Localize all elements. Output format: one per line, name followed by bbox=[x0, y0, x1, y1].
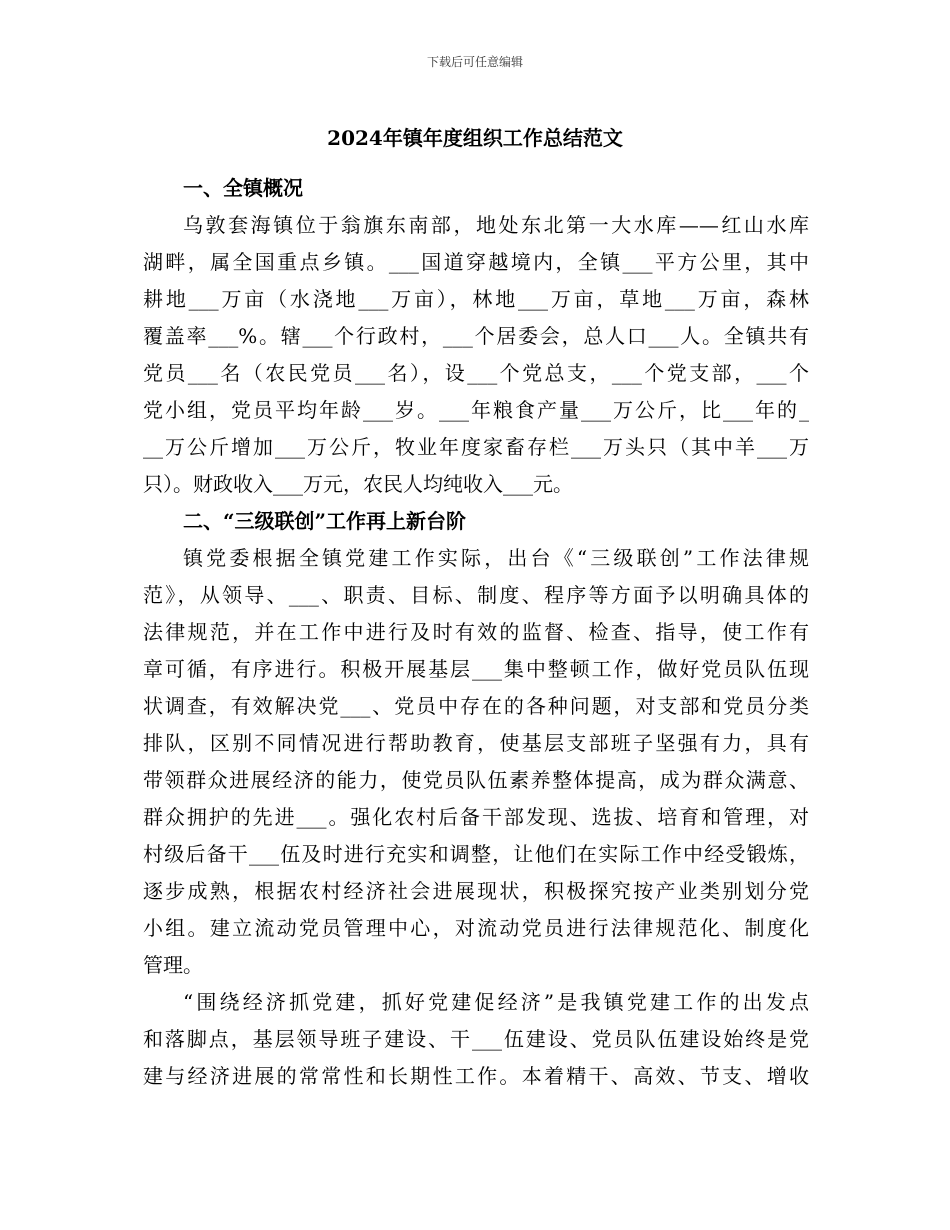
header-note: 下载后可任意编辑 bbox=[426, 55, 523, 69]
paragraph-line: 村级后备干___伍及时进行充实和调整，让他们在实际工作中经受锻炼， bbox=[143, 842, 809, 866]
paragraph-line: 群众拥护的先进___。强化农村后备干部发现、选拔、培育和管理，对 bbox=[143, 805, 809, 829]
paragraph-line: 乌敦套海镇位于翁旗东南部，地处东北第一大水库——红山水库 bbox=[183, 213, 809, 237]
paragraph-line: 管理。 bbox=[143, 953, 203, 977]
paragraph-line: 建与经济进展的常常性和长期性工作。本着精干、高效、节支、增收 bbox=[143, 1064, 809, 1088]
paragraph-line: 小组。建立流动党员管理中心，对流动党员进行法律规范化、制度化 bbox=[143, 916, 809, 940]
paragraph-line: 耕地___万亩（水浇地___万亩），林地___万亩，草地___万亩，森林 bbox=[143, 287, 809, 311]
paragraph-line: 范》，从领导、___、职责、目标、制度、程序等方面予以明确具体的 bbox=[143, 583, 809, 607]
paragraph-line: 和落脚点，基层领导班子建设、干___伍建设、党员队伍建设始终是党 bbox=[143, 1027, 809, 1051]
paragraph-line: 章可循，有序进行。积极开展基层___集中整顿工作，做好党员队伍现 bbox=[143, 657, 809, 681]
paragraph-line: 覆盖率___%。辖___个行政村，___个居委会，总人口___人。全镇共有 bbox=[143, 324, 809, 348]
paragraph-line: 带领群众进展经济的能力，使党员队伍素养整体提高，成为群众满意、 bbox=[143, 768, 809, 792]
section-heading-three-level: 二、“三级联创”工作再上新台阶 bbox=[183, 509, 467, 533]
paragraph-line: 湖畔，属全国重点乡镇。___国道穿越境内，全镇___平方公里，其中 bbox=[143, 250, 809, 274]
paragraph-line: 法律规范，并在工作中进行及时有效的监督、检查、指导，使工作有 bbox=[143, 620, 809, 644]
paragraph-line: 状调查，有效解决党___、党员中存在的各种问题，对支部和党员分类 bbox=[143, 694, 809, 718]
paragraph-line: __万公斤增加___万公斤，牧业年度家畜存栏___万头只（其中羊___万 bbox=[143, 435, 809, 459]
document-body bbox=[143, 170, 809, 1095]
paragraph-line: 党小组，党员平均年龄___岁。___年粮食产量___万公斤，比___年的_ bbox=[143, 398, 809, 422]
paragraph-line: 逐步成熟，根据农村经济社会进展现状，积极探究按产业类别划分党 bbox=[143, 879, 809, 903]
section-heading-overview: 一、全镇概况 bbox=[183, 176, 303, 200]
document-title: 2024年镇年度组织工作总结范文 bbox=[327, 126, 623, 150]
paragraph-line: 党员___名（农民党员___名），设___个党总支，___个党支部，___个 bbox=[143, 361, 809, 385]
paragraph-line: “围绕经济抓党建，抓好党建促经济”是我镇党建工作的出发点 bbox=[183, 990, 809, 1014]
paragraph-line: 只）。财政收入___万元，农民人均纯收入___元。 bbox=[143, 472, 573, 496]
paragraph-line: 镇党委根据全镇党建工作实际，出台《“三级联创”工作法律规 bbox=[183, 546, 809, 570]
paragraph-line: 排队，区别不同情况进行帮助教育，使基层支部班子坚强有力，具有 bbox=[143, 731, 809, 755]
